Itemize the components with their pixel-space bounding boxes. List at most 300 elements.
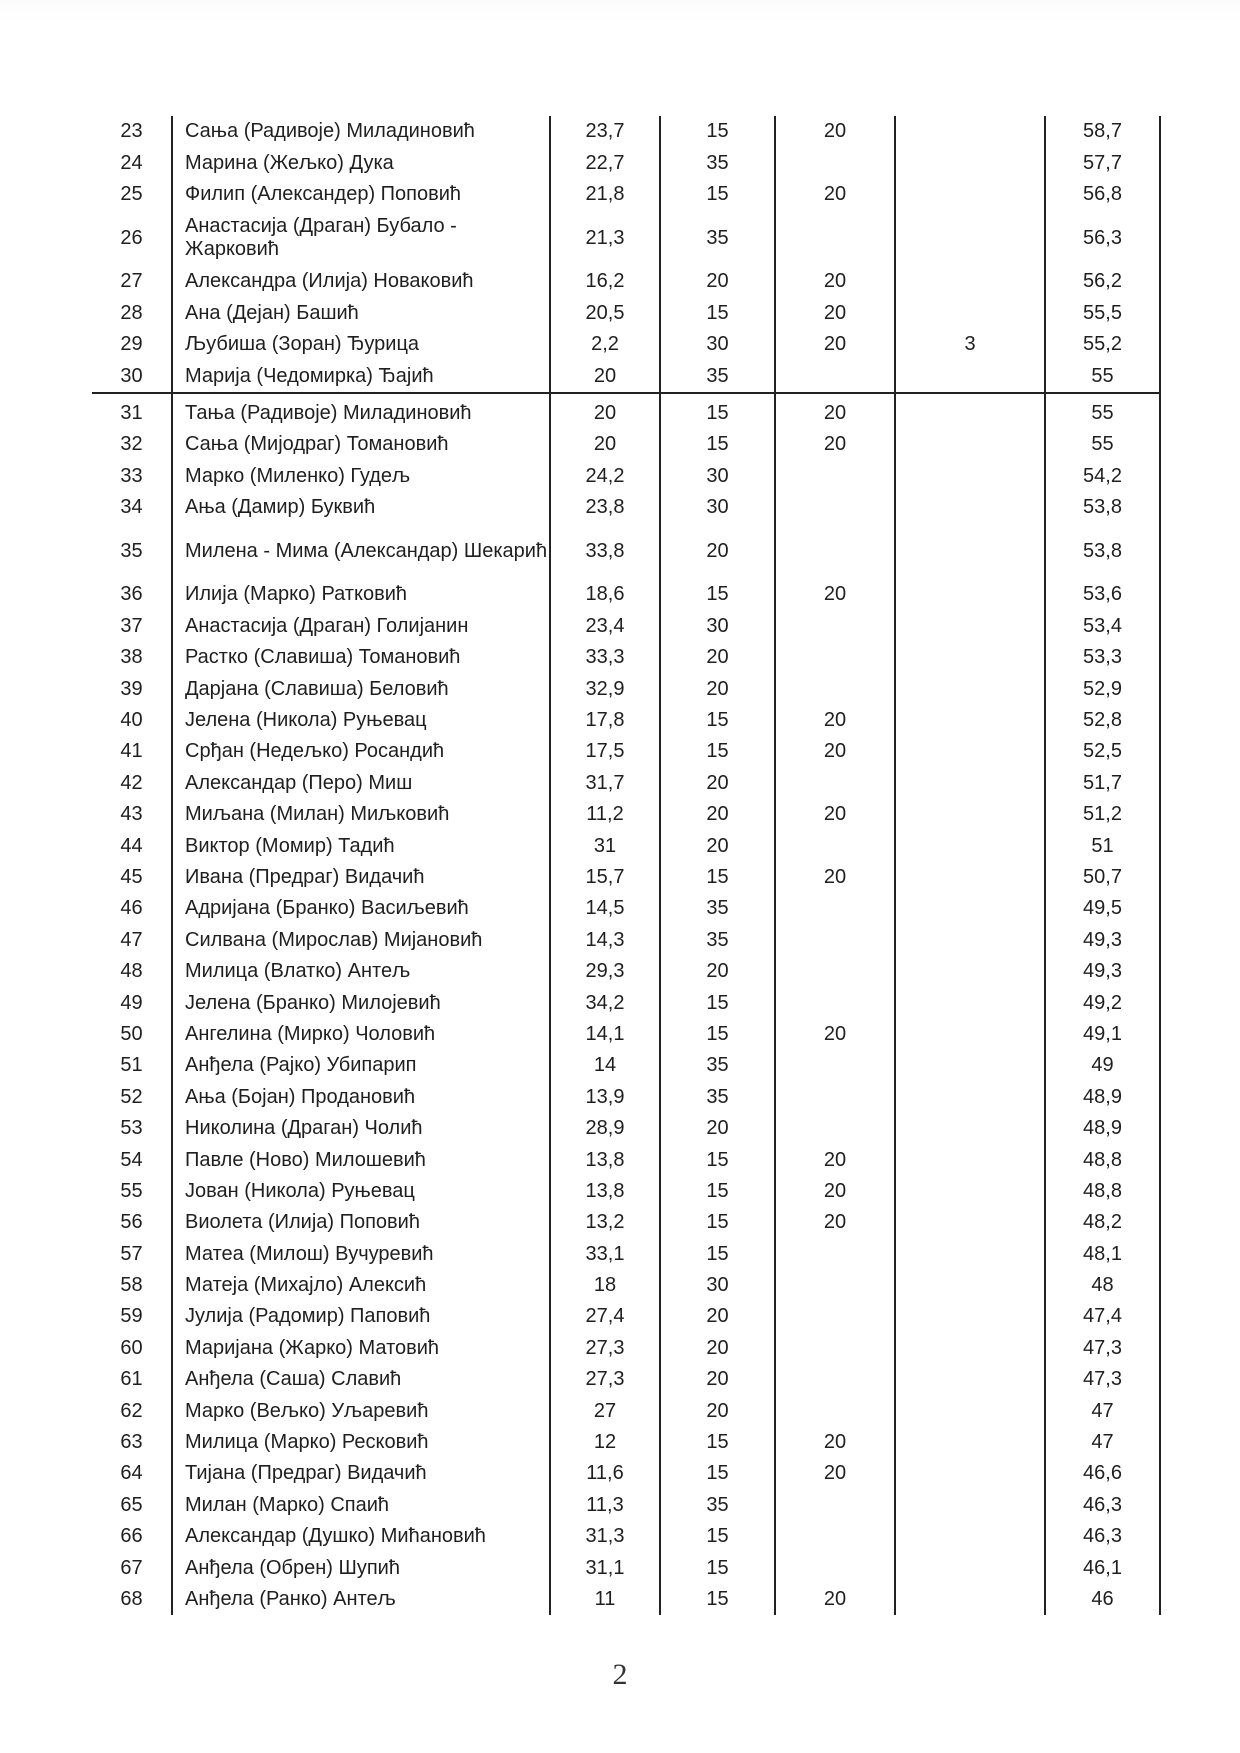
table-row [92,461,1160,492]
row-number: 56 [120,1211,143,1234]
candidate-name: Филип (Александер) Поповић [172,179,550,210]
total-score: 46,1 [1045,1552,1160,1583]
total-score: 51,2 [1045,799,1160,830]
total-score: 55 [1045,393,1160,429]
score-b: 15 [660,987,775,1018]
score-b: 35 [660,893,775,924]
score-b: 20 [660,830,775,861]
score-d [895,987,1045,1018]
score-b: 20 [660,768,775,799]
row-number: 63 [120,1431,143,1454]
score-a: 11 [550,1584,660,1615]
score-a: 14 [550,1050,660,1081]
score-a: 13,2 [550,1207,660,1238]
score-b: 20 [660,673,775,704]
score-c [775,1364,895,1395]
score-a: 12 [550,1427,660,1458]
total-score: 58,7 [1045,116,1160,147]
score-c [775,1113,895,1144]
total-score: 49 [1045,1050,1160,1081]
row-number: 66 [120,1525,143,1548]
score-d [895,1490,1045,1521]
total-score: 53,6 [1045,579,1160,610]
score-b: 15 [660,705,775,736]
score-a: 29,3 [550,956,660,987]
candidate-name: Сања (Мијодраг) Томановић [172,429,550,460]
row-number: 65 [120,1493,143,1516]
score-a: 31,3 [550,1521,660,1552]
table-row [92,429,1160,460]
score-a: 34,2 [550,987,660,1018]
candidate-name: Јелена (Никола) Руњевац [172,705,550,736]
score-c: 20 [775,298,895,329]
row-number: 64 [120,1462,143,1485]
score-b: 20 [660,1395,775,1426]
total-score: 53,3 [1045,642,1160,673]
total-score: 48 [1045,1270,1160,1301]
candidate-name: Марија (Чедомирка) Ђајић [172,360,550,392]
score-c: 20 [775,1458,895,1489]
total-score: 53,8 [1045,492,1160,523]
row-number: 57 [120,1242,143,1265]
table-row [92,210,1160,266]
candidate-name: Павле (Ново) Милошевић [172,1144,550,1175]
candidate-name: Ангелина (Мирко) Чоловић [172,1019,550,1050]
table-row [92,768,1160,799]
candidate-name: Ивана (Предраг) Видачић [172,862,550,893]
total-score: 56,8 [1045,179,1160,210]
score-d [895,116,1045,147]
score-c: 20 [775,116,895,147]
row-number: 34 [120,496,143,519]
table-row [92,1144,1160,1175]
score-c: 20 [775,862,895,893]
score-a: 23,8 [550,492,660,523]
score-c: 20 [775,1427,895,1458]
table-row [92,705,1160,736]
score-c [775,830,895,861]
table-row [92,736,1160,767]
row-number: 51 [120,1054,143,1077]
score-d [895,393,1045,429]
table-row [92,492,1160,523]
row-number: 52 [120,1085,143,1108]
score-a: 33,3 [550,642,660,673]
candidate-name: Милица (Марко) Ресковић [172,1427,550,1458]
score-a: 18 [550,1270,660,1301]
score-c: 20 [775,579,895,610]
table-row [92,1050,1160,1081]
candidate-name: Матеја (Михајло) Алексић [172,1270,550,1301]
table-row [92,1239,1160,1270]
candidate-name: Ања (Дамир) Буквић [172,492,550,523]
score-d [895,1364,1045,1395]
score-c: 20 [775,393,895,429]
row-number: 44 [120,834,143,857]
row-number: 36 [120,583,143,606]
score-a: 33,1 [550,1239,660,1270]
table-row [92,1584,1160,1615]
table-row [92,1552,1160,1583]
score-b: 20 [660,642,775,673]
score-b: 15 [660,736,775,767]
row-number: 28 [120,301,143,324]
score-a: 21,8 [550,179,660,210]
total-score: 48,9 [1045,1113,1160,1144]
score-a: 17,8 [550,705,660,736]
score-c [775,1301,895,1332]
score-d [895,1395,1045,1426]
score-a: 13,8 [550,1144,660,1175]
row-number: 50 [120,1022,143,1045]
table-row [92,360,1160,392]
row-number: 43 [120,803,143,826]
score-b: 15 [660,1458,775,1489]
total-score: 51,7 [1045,768,1160,799]
score-b: 30 [660,492,775,523]
score-a: 31,7 [550,768,660,799]
ranking-table-body [92,116,1160,1615]
total-score: 50,7 [1045,862,1160,893]
total-score: 46,3 [1045,1521,1160,1552]
score-a: 31 [550,830,660,861]
score-b: 30 [660,1270,775,1301]
score-a: 18,6 [550,579,660,610]
score-d [895,1239,1045,1270]
score-a: 13,8 [550,1176,660,1207]
table-row [92,1019,1160,1050]
score-a: 20 [550,360,660,392]
score-d [895,429,1045,460]
row-number: 31 [120,401,143,424]
table-row [92,179,1160,210]
score-c: 20 [775,705,895,736]
table-row [92,298,1160,329]
table-row [92,1458,1160,1489]
row-number: 53 [120,1117,143,1140]
candidate-name: Анђела (Обрен) Шупић [172,1552,550,1583]
score-c: 20 [775,736,895,767]
score-b: 15 [660,1521,775,1552]
score-c [775,1333,895,1364]
row-number: 42 [120,771,143,794]
total-score: 48,9 [1045,1082,1160,1113]
score-b: 15 [660,393,775,429]
score-b: 20 [660,1113,775,1144]
score-c [775,1082,895,1113]
row-number: 29 [120,333,143,356]
row-number: 40 [120,709,143,732]
candidate-name: Анђела (Саша) Славић [172,1364,550,1395]
score-b: 35 [660,360,775,392]
table-row [92,147,1160,178]
total-score: 48,2 [1045,1207,1160,1238]
row-number: 49 [120,991,143,1014]
score-d [895,1301,1045,1332]
ranking-table-container [92,116,1160,1615]
score-c [775,523,895,579]
score-d [895,1050,1045,1081]
table-row [92,893,1160,924]
row-number: 59 [120,1305,143,1328]
score-d [895,360,1045,392]
score-b: 35 [660,210,775,266]
score-c [775,642,895,673]
row-number: 46 [120,897,143,920]
score-c: 20 [775,179,895,210]
candidate-name: Ања (Бојан) Продановић [172,1082,550,1113]
row-number: 32 [120,433,143,456]
row-number: 54 [120,1148,143,1171]
score-d [895,1207,1045,1238]
score-b: 35 [660,1050,775,1081]
table-row [92,987,1160,1018]
row-number: 23 [120,120,143,143]
score-c: 20 [775,266,895,297]
score-d [895,492,1045,523]
candidate-name: Тања (Радивоје) Миладиновић [172,393,550,429]
candidate-name: Анђела (Ранко) Антељ [172,1584,550,1615]
table-row [92,830,1160,861]
candidate-name: Ана (Дејан) Башић [172,298,550,329]
candidate-name: Дарјана (Славиша) Беловић [172,673,550,704]
table-row [92,1490,1160,1521]
score-d [895,642,1045,673]
candidate-name: Анђела (Рајко) Убипарип [172,1050,550,1081]
score-c [775,673,895,704]
row-number: 45 [120,866,143,888]
score-a: 14,1 [550,1019,660,1050]
row-number: 60 [120,1336,143,1359]
score-c [775,768,895,799]
score-d [895,298,1045,329]
score-b: 15 [660,1207,775,1238]
score-c [775,1521,895,1552]
candidate-name: Маријана (Жарко) Матовић [172,1333,550,1364]
score-d [895,611,1045,642]
score-b: 15 [660,429,775,460]
candidate-name: Виолета (Илија) Поповић [172,1207,550,1238]
total-score: 52,9 [1045,673,1160,704]
score-b: 15 [660,116,775,147]
total-score: 48,8 [1045,1176,1160,1207]
score-a: 11,6 [550,1458,660,1489]
score-d [895,523,1045,579]
score-a: 22,7 [550,147,660,178]
score-c: 20 [775,1584,895,1615]
row-number: 47 [120,928,143,951]
candidate-name: Јулија (Радомир) Паповић [172,1301,550,1332]
score-c [775,360,895,392]
score-b: 15 [660,1552,775,1583]
page-number: 2 [612,1658,628,1691]
table-row [92,956,1160,987]
candidate-name: Александар (Перо) Миш [172,768,550,799]
score-c [775,893,895,924]
score-d [895,1552,1045,1583]
score-b: 20 [660,523,775,579]
candidate-name: Марко (Миленко) Гудељ [172,461,550,492]
candidate-name: Николина (Драган) Чолић [172,1113,550,1144]
score-d [895,579,1045,610]
table-row [92,642,1160,673]
candidate-name: Александра (Илија) Новаковић [172,266,550,297]
table-row [92,1113,1160,1144]
score-a: 23,7 [550,116,660,147]
score-d [895,956,1045,987]
candidate-name: Марина (Жељко) Дука [172,147,550,178]
total-score: 47,3 [1045,1333,1160,1364]
row-number: 25 [120,182,143,205]
score-d [895,147,1045,178]
score-a: 28,9 [550,1113,660,1144]
score-d [895,736,1045,767]
score-a: 16,2 [550,266,660,297]
score-d: 3 [895,329,1045,360]
row-number: 30 [92,360,172,392]
score-d [895,768,1045,799]
score-a: 24,2 [550,461,660,492]
score-d [895,1144,1045,1175]
score-a: 20 [550,429,660,460]
score-c [775,210,895,266]
score-c [775,987,895,1018]
score-d [895,1270,1045,1301]
candidate-name: Милица (Влатко) Антељ [172,956,550,987]
table-row [92,799,1160,830]
table-row [92,329,1160,360]
candidate-name: Сања (Радивоје) Миладиновић [172,116,550,147]
score-d [895,1427,1045,1458]
score-a: 14,3 [550,925,660,956]
total-score: 56,2 [1045,266,1160,297]
score-b: 15 [660,1019,775,1050]
score-d [895,1019,1045,1050]
total-score: 51 [1045,830,1160,861]
total-score: 53,4 [1045,611,1160,642]
score-b: 15 [660,298,775,329]
score-b: 15 [660,1239,775,1270]
total-score: 49,1 [1045,1019,1160,1050]
score-d [895,673,1045,704]
total-score: 53,8 [1045,523,1160,579]
score-d [895,925,1045,956]
score-d [895,1113,1045,1144]
candidate-name: Милан (Марко) Спаић [172,1490,550,1521]
table-row [92,1521,1160,1552]
total-score: 46,3 [1045,1490,1160,1521]
score-d [895,1521,1045,1552]
candidate-name: Анастасија (Драган) Голијанин [172,611,550,642]
total-score: 46,6 [1045,1458,1160,1489]
total-score: 46 [1045,1584,1160,1615]
score-c: 20 [775,329,895,360]
total-score: 47,3 [1045,1364,1160,1395]
score-c: 20 [775,1176,895,1207]
row-number: 62 [120,1399,143,1422]
total-score: 47 [1045,1395,1160,1426]
candidate-name: Срђан (Недељко) Росандић [172,736,550,767]
score-a: 20,5 [550,298,660,329]
score-b: 15 [660,579,775,610]
score-d [895,1082,1045,1113]
table-row [92,1082,1160,1113]
score-a: 11,2 [550,799,660,830]
row-number: 38 [120,646,143,669]
table-row [92,116,1160,147]
row-number: 24 [120,151,143,174]
total-score: 47,4 [1045,1301,1160,1332]
total-score: 55 [1045,429,1160,460]
candidate-name: Илија (Марко) Ратковић [172,579,550,610]
candidate-name: Милена - Мима (Александар) Шекарић [172,523,550,579]
score-a: 32,9 [550,673,660,704]
table-row [92,1301,1160,1332]
total-score: 52,8 [1045,705,1160,736]
score-a: 27 [550,1395,660,1426]
table-row [92,1207,1160,1238]
score-c [775,1239,895,1270]
score-c: 20 [775,1144,895,1175]
table-row [92,611,1160,642]
score-d [895,461,1045,492]
score-d [895,266,1045,297]
score-a: 33,8 [550,523,660,579]
score-c: 20 [775,429,895,460]
row-number: 27 [120,270,143,293]
score-b: 20 [660,1301,775,1332]
score-c: 20 [775,1207,895,1238]
row-number: 48 [120,960,143,983]
score-c [775,492,895,523]
score-c [775,611,895,642]
score-b: 15 [660,1584,775,1615]
row-number: 58 [120,1274,143,1297]
row-number: 67 [120,1556,143,1579]
row-number: 33 [120,464,143,487]
score-b: 15 [660,1144,775,1175]
table-row [92,523,1160,579]
candidate-name: Александар (Душко) Мићановић [172,1521,550,1552]
score-a: 2,2 [550,329,660,360]
row-number: 68 [120,1587,143,1610]
score-c: 20 [775,799,895,830]
table-row [92,925,1160,956]
score-b: 35 [660,1490,775,1521]
table-row [92,673,1160,704]
row-number: 35 [120,539,143,562]
score-d [895,210,1045,266]
table-row [92,862,1160,893]
total-score: 49,2 [1045,987,1160,1018]
table-row [92,1364,1160,1395]
row-number: 55 [120,1179,143,1202]
score-c [775,1270,895,1301]
score-c: 20 [775,1019,895,1050]
candidate-name: Тијана (Предраг) Видачић [172,1458,550,1489]
score-d [895,893,1045,924]
score-b: 20 [660,956,775,987]
total-score: 47 [1045,1427,1160,1458]
total-score: 48,1 [1045,1239,1160,1270]
total-score: 56,3 [1045,210,1160,266]
ranking-table [92,116,1161,1615]
table-row [92,579,1160,610]
table-row [92,393,1160,429]
score-d [895,862,1045,893]
score-b: 30 [660,329,775,360]
score-b: 30 [660,611,775,642]
